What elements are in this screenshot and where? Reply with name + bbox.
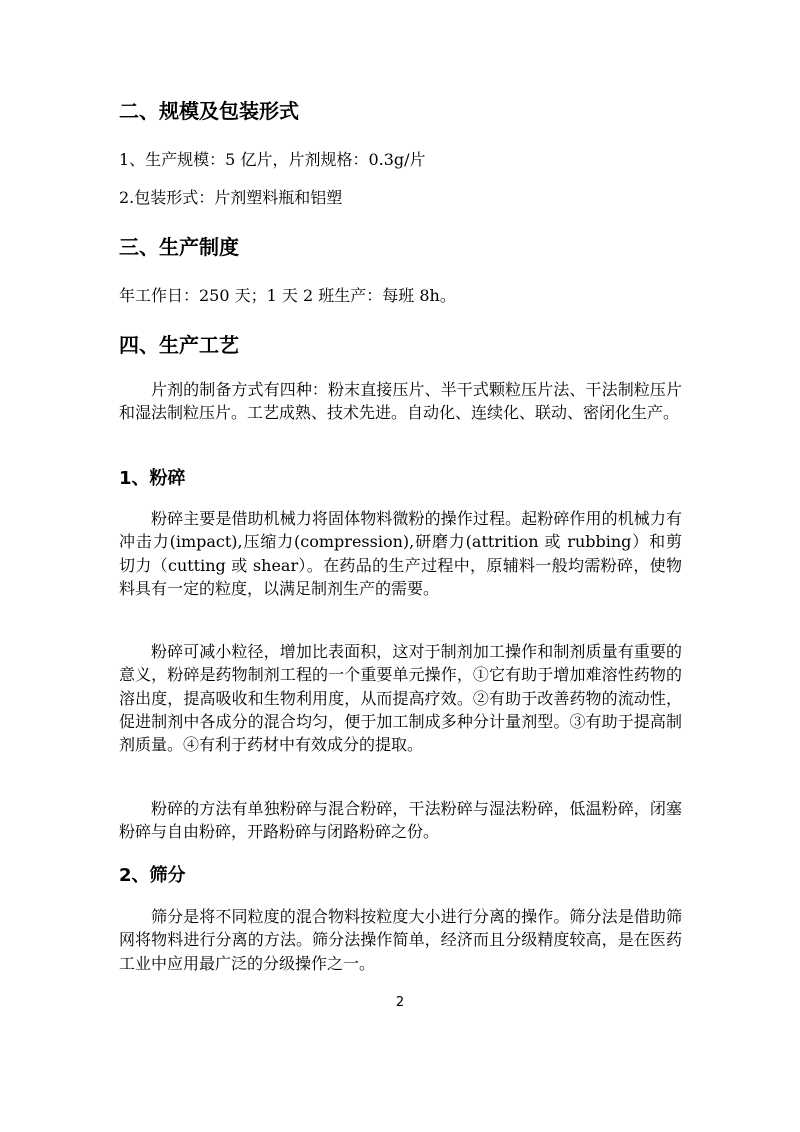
packaging-form-line: 2.包装形式：片剂塑料瓶和铝塑 (119, 188, 343, 207)
subsection-heading-crushing: 1、粉碎 (119, 468, 186, 489)
sieving-paragraph-1: 筛分是将不同粒度的混合物料按粒度大小进行分离的操作。筛分法是借助筛网将物料进行分离的方法。筛分法操作简单，经济而且分级精度较高，是在医药工业中应用最广泛的分级操作之一。 (119, 907, 682, 973)
subsection-heading-sieving: 2、筛分 (119, 865, 186, 886)
production-scale-line: 1、生产规模：5 亿片，片剂规格：0.3g/片 (119, 150, 426, 169)
process-intro-paragraph: 片剂的制备方式有四种：粉末直接压片、半干式颗粒压片法、干法制粒压片和湿法制粒压片。工艺成熟、技术先进。自动化、连续化、联动、密闭化生产。 (119, 380, 682, 423)
section-heading-scale-packaging: 二、规模及包装形式 (119, 99, 299, 123)
crushing-paragraph-2: 粉碎可减小粒径，增加比表面积，这对于制剂加工操作和制剂质量有重要的意义，粉碎是药物制剂工程的一个重要单元操作，①它有助于增加难溶性药物的溶出度，提高吸收和生物利用度，从而提高疗效。②有助于改善药物的流动性，促进制剂中各成分的混合均匀，便于加工制成多种分计量剂型。③有助于提高制剂质量。④有利于药材中有效成分的提取。 (119, 642, 682, 755)
working-days-line: 年工作日：250 天；1 天 2 班生产：每班 8h。 (119, 286, 456, 305)
crushing-paragraph-1: 粉碎主要是借助机械力将固体物料微粉的操作过程。起粉碎作用的机械力有冲击力(impact),压缩力(compression),研磨力(attrition 或 rubbing）和剪切力（cutting 或 shear）。在药品的生产过程中，原辅料一般均需粉碎，使物料具有一定的粒度，以满足制剂生产的需要。 (119, 509, 682, 598)
section-heading-production-process: 四、生产工艺 (119, 333, 239, 357)
crushing-paragraph-3: 粉碎的方法有单独粉碎与混合粉碎，干法粉碎与湿法粉碎，低温粉碎，闭塞粉碎与自由粉碎，开路粉碎与闭路粉碎之份。 (119, 799, 682, 842)
section-heading-production-system: 三、生产制度 (119, 235, 239, 259)
page-number: 2 (395, 995, 405, 1010)
